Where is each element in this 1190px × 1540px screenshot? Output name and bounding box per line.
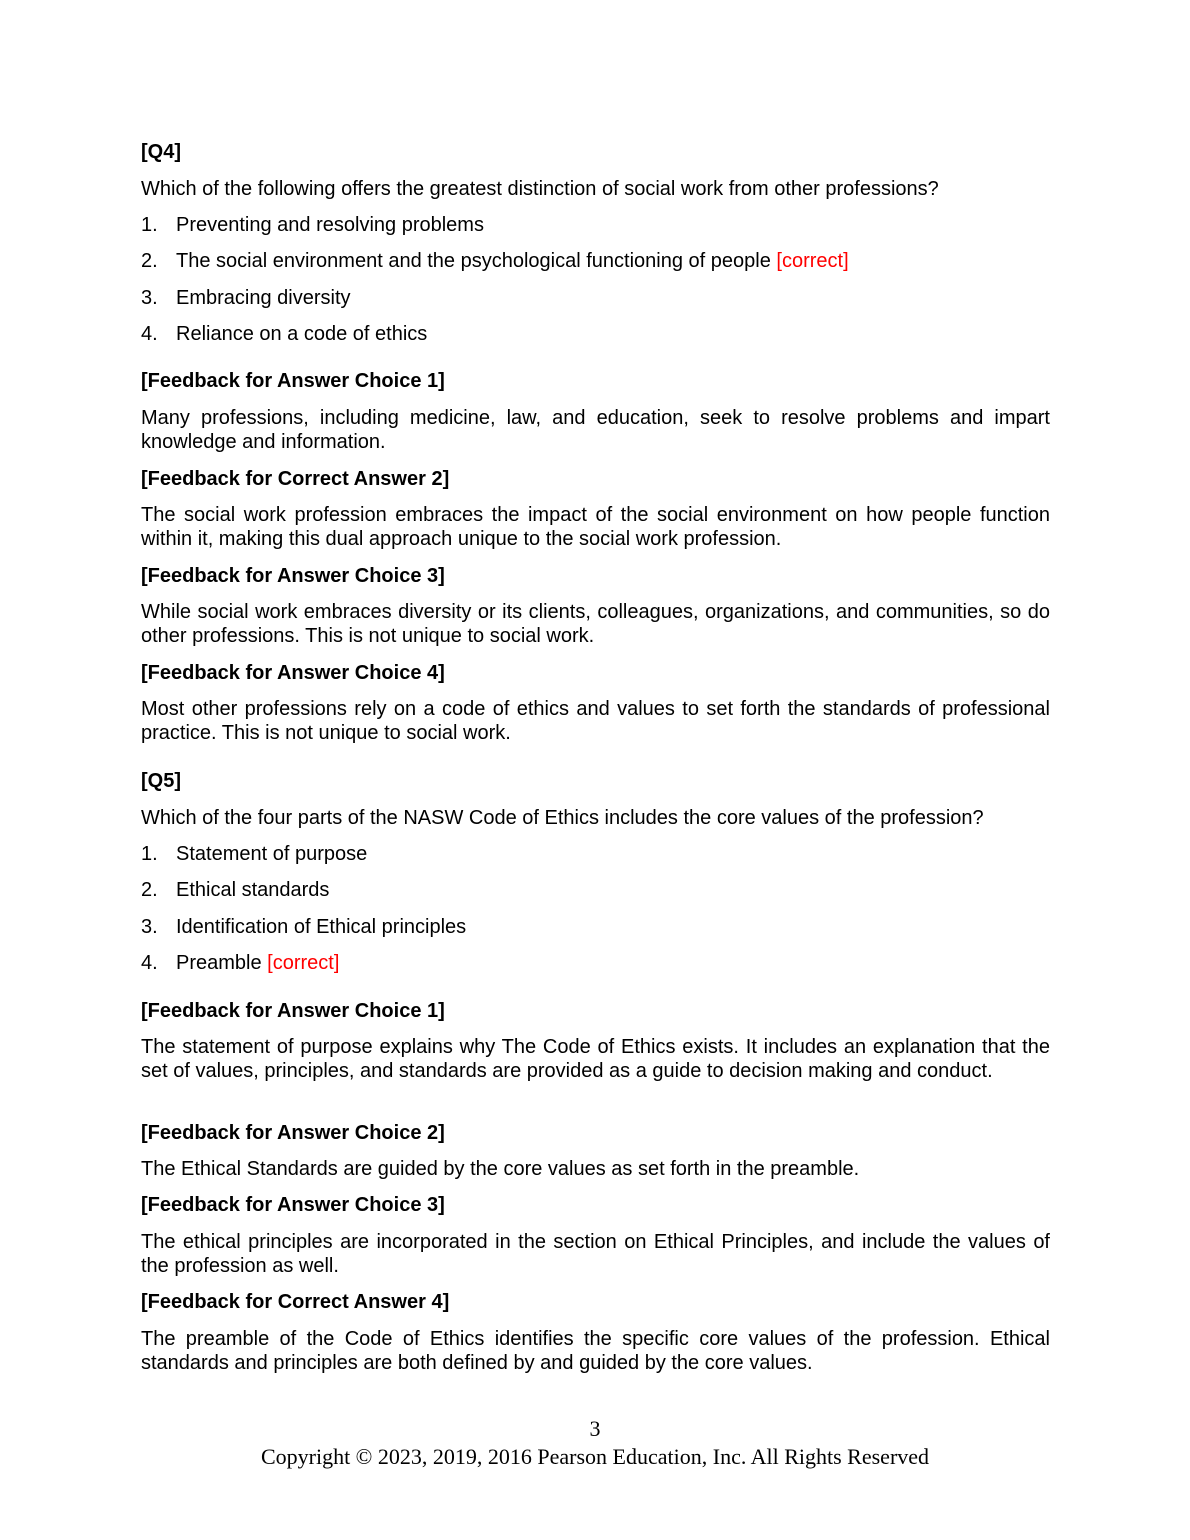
feedback-text: The ethical principles are incorporated in the section on Ethical Principles, and include the values of the profession as well. <box>141 1231 1050 1277</box>
choice-text: Reliance on a code of ethics <box>176 323 428 345</box>
feedback-text: The social work profession embraces the impact of the social environment on how people function within it, making this dual approach unique to the social work profession. <box>141 504 1050 550</box>
feedback-heading: [Feedback for Answer Choice 2] <box>141 1122 445 1144</box>
feedback-heading: [Feedback for Answer Choice 1] <box>141 1000 445 1022</box>
choice-number: 3. <box>141 916 158 938</box>
choice-text: Statement of purpose <box>176 843 368 865</box>
page-number: 3 <box>589 1416 601 1441</box>
choice-text: Preamble <box>176 952 262 974</box>
choice-text: Preventing and resolving problems <box>176 214 484 236</box>
choice-text: Ethical standards <box>176 879 330 901</box>
feedback-text: The Ethical Standards are guided by the core values as set forth in the preamble. <box>141 1158 860 1180</box>
answer-choice <box>141 286 351 310</box>
feedback-text: The preamble of the Code of Ethics identifies the specific core values of the profession. Ethical standards and principles are both defined by and guided by the core values. <box>141 1328 1050 1374</box>
feedback-text: Most other professions rely on a code of ethics and values to set forth the standards of professional practice. This is not unique to social work. <box>141 698 1050 744</box>
answer-choice <box>141 878 329 902</box>
feedback-text: The statement of purpose explains why The Code of Ethics exists. It includes an explanation that the set of values, principles, and standards are provided as a guide to decision making and conduct. <box>141 1036 1050 1082</box>
correct-tag: [correct] <box>776 250 849 272</box>
feedback-heading: [Feedback for Correct Answer 4] <box>141 1291 450 1313</box>
choice-number: 2. <box>141 250 158 272</box>
choice-number: 2. <box>141 879 158 901</box>
choice-number: 1. <box>141 843 158 865</box>
choice-number: 3. <box>141 287 158 309</box>
choice-number: 4. <box>141 323 158 345</box>
feedback-heading: [Feedback for Answer Choice 1] <box>141 370 445 392</box>
choice-number: 4. <box>141 952 158 974</box>
choice-number: 1. <box>141 214 158 236</box>
answer-choice <box>141 249 849 273</box>
answer-choice <box>141 951 339 975</box>
choice-text: Identification of Ethical principles <box>176 916 467 938</box>
answer-choice <box>141 915 466 939</box>
question-text: Which of the following offers the greatest distinction of social work from other professions? <box>141 178 939 200</box>
choice-text: Embracing diversity <box>176 287 351 309</box>
feedback-heading: [Feedback for Correct Answer 2] <box>141 468 450 490</box>
feedback-heading: [Feedback for Answer Choice 3] <box>141 1194 445 1216</box>
question-label: [Q5] <box>141 770 181 792</box>
copyright: Copyright © 2023, 2019, 2016 Pearson Education, Inc. All Rights Reserved <box>260 1444 930 1469</box>
feedback-heading: [Feedback for Answer Choice 3] <box>141 565 445 587</box>
feedback-text: Many professions, including medicine, law, and education, seek to resolve problems and impart knowledge and information. <box>141 407 1050 453</box>
answer-choice <box>141 213 484 237</box>
question-text: Which of the four parts of the NASW Code of Ethics includes the core values of the profession? <box>141 807 984 829</box>
answer-choice <box>141 842 367 866</box>
question-label: [Q4] <box>141 141 181 163</box>
answer-choice <box>141 322 427 346</box>
correct-tag: [correct] <box>267 952 340 974</box>
choice-text: The social environment and the psychological functioning of people <box>176 250 771 272</box>
feedback-text: While social work embraces diversity or its clients, colleagues, organizations, and communities, so do other professions. This is not unique to social work. <box>141 601 1050 647</box>
feedback-heading: [Feedback for Answer Choice 4] <box>141 662 445 684</box>
